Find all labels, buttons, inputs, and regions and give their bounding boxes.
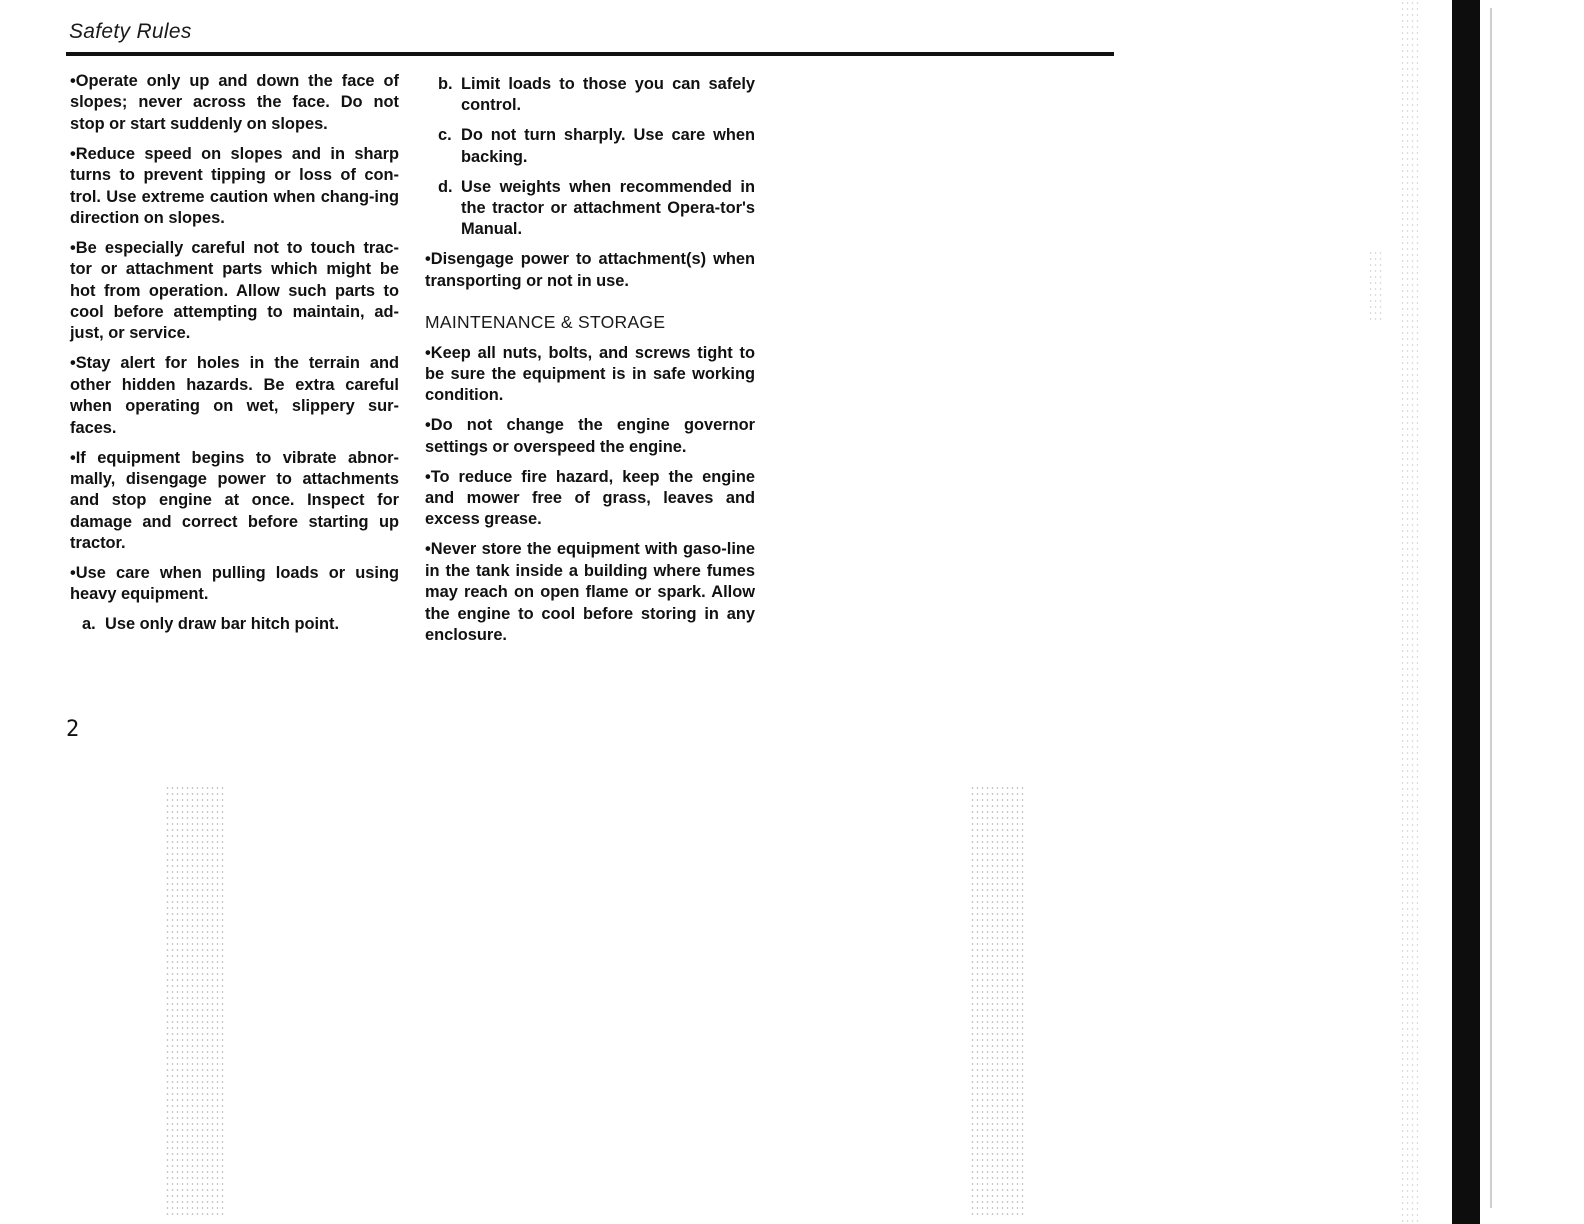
safety-rule-paragraph: •Be especially careful not to touch trac-tor or attachment parts which might be hot from operation. Allow such parts to cool before attempting to maintain, ad-just, or service. (70, 238, 399, 343)
list-marker: d. (438, 177, 453, 196)
safety-rule-paragraph: •Keep all nuts, bolts, and screws tight to be sure the equipment is in safe working condition. (425, 343, 755, 405)
safety-rule-paragraph: •If equipment begins to vibrate abnor-mally, disengage power to attachments and stop engine at once. Inspect for damage and correct before starting up tractor. (70, 448, 399, 553)
page-number: 2 (66, 717, 80, 742)
list-item (438, 74, 755, 117)
scan-noise (165, 785, 225, 1215)
safety-rule-paragraph: •Operate only up and down the face of slopes; never across the face. Do not stop or start suddenly on slopes. (70, 72, 399, 133)
right-column (425, 74, 755, 655)
safety-rule-paragraph: •Reduce speed on slopes and in sharp turns to prevent tipping or loss of con-trol. Use extreme caution when chang-ing direction on slopes. (70, 144, 399, 227)
binding-edge (1452, 0, 1480, 1224)
list-item-text: Use weights when recommended in the tractor or attachment Opera-tor's Manual. (461, 177, 755, 239)
safety-rule-paragraph: •Do not change the engine governor settings or overspeed the engine. (425, 416, 755, 456)
list-item-text: Do not turn sharply. Use care when backing. (461, 126, 755, 166)
left-column (70, 71, 399, 644)
binding-edge-line (1490, 8, 1492, 1208)
list-marker: a. (82, 615, 96, 634)
list-item-text: Limit loads to those you can safely control. (461, 75, 755, 115)
scan-noise (1368, 250, 1384, 320)
header-rule (66, 52, 1114, 56)
list-item (438, 125, 755, 168)
list-item-text: Use only draw bar hitch point. (105, 615, 340, 634)
page-header-title: Safety Rules (69, 20, 192, 43)
list-marker: c. (438, 126, 452, 145)
section-heading: MAINTENANCE & STORAGE (425, 312, 666, 333)
scan-noise (1400, 0, 1418, 1224)
safety-rule-paragraph: •Disengage power to attachment(s) when transporting or not in use. (425, 250, 755, 290)
list-marker: b. (438, 75, 453, 93)
safety-rule-paragraph: •Use care when pulling loads or using heavy equipment. (70, 564, 399, 604)
safety-rule-paragraph: •Stay alert for holes in the terrain and other hidden hazards. Be extra careful when operating on wet, slippery sur-faces. (70, 354, 399, 437)
safety-rule-paragraph: •To reduce fire hazard, keep the engine and mower free of grass, leaves and excess grease. (425, 467, 755, 529)
scan-noise (970, 785, 1025, 1215)
list-item (82, 614, 399, 635)
safety-rule-paragraph: •Never store the equipment with gaso-line in the tank inside a building where fumes may reach on open flame or spark. Allow the engine to cool before storing in any enclosure. (425, 540, 755, 644)
list-item (438, 177, 755, 241)
